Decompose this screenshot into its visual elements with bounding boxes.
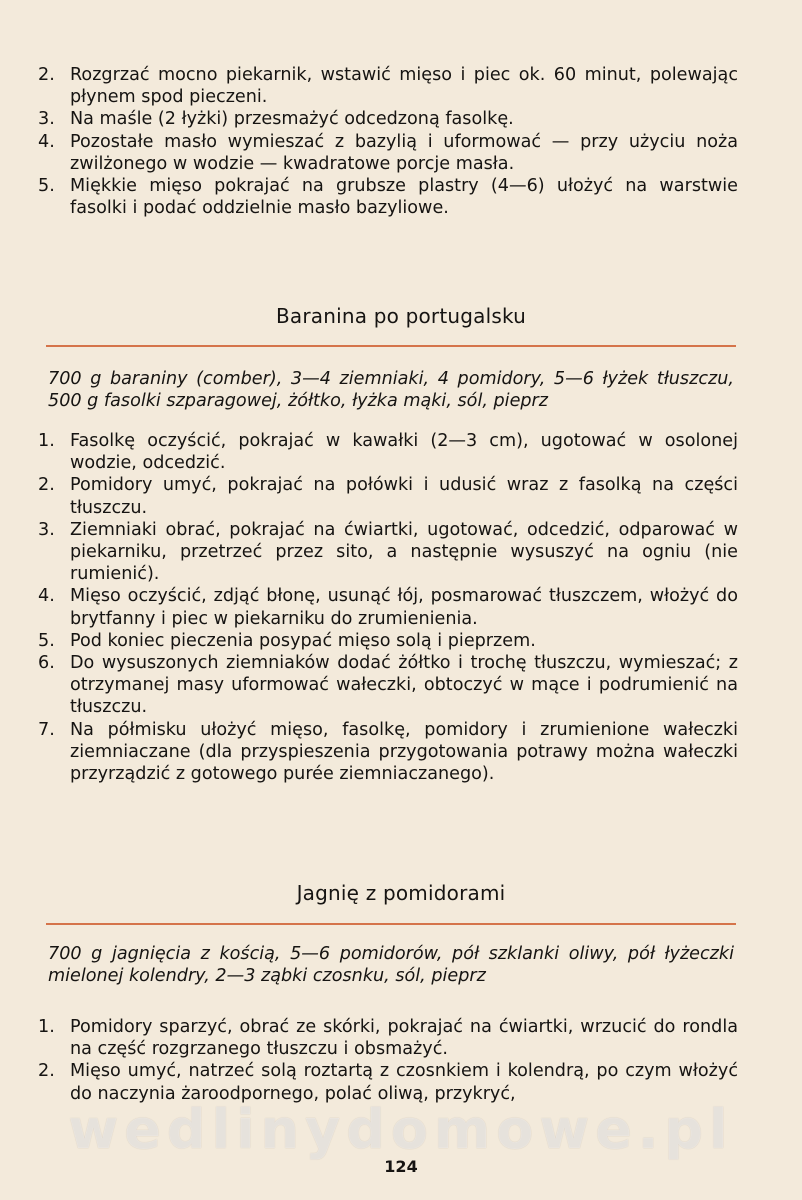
list-item: [38, 131, 738, 175]
recipe-ingredients-jagnie: 700 g jagnięcia z kością, 5—6 pomidorów, pół szklanki oliwy, pół łyżeczki mielonej kolendry, 2—3 ząbki czosnku, sól, pieprz: [48, 944, 734, 987]
step-number: 3.: [38, 109, 55, 130]
step-number: 2.: [38, 65, 55, 85]
step-number: 4.: [38, 131, 55, 152]
step-number: 2.: [38, 475, 55, 496]
step-number: 5.: [38, 176, 55, 197]
list-item: [38, 175, 738, 219]
step-text: Pod koniec pieczenia posypać mięso solą i pieprzem.: [70, 630, 536, 651]
recipe-ingredients-baranina: 700 g baraniny (comber), 3—4 ziemniaki, 4 pomidory, 5—6 łyżek tłuszczu, 500 g fasolki szparagowej, żółtko, łyżka mąki, sól, pieprz: [48, 369, 734, 412]
step-text: Miękkie mięso pokrajać na grubsze plastry (4—6) ułożyć na warstwie fasolki i podać oddzielnie masło bazyliowe.: [70, 176, 738, 219]
list-item: [38, 652, 738, 719]
step-text: Ziemniaki obrać, pokrajać na ćwiartki, ugotować, odcedzić, odparować w piekarniku, przetrzeć przez sito, a następnie wysuszyć na ogniu (nie rumienić).: [70, 519, 738, 585]
step-text: Rozgrzać mocno piekarnik, wstawić mięso i piec ok. 60 minut, polewając płynem spod pieczeni.: [70, 65, 738, 108]
recipe-steps-baranina: [38, 430, 738, 785]
step-text: Fasolkę oczyścić, pokrajać w kawałki (2—3 cm), ugotować w osolonej wodzie, odcedzić.: [70, 431, 738, 474]
recipe-steps-jagnie: [38, 1016, 738, 1105]
list-item: [38, 519, 738, 586]
step-text: Do wysuszonych ziemniaków dodać żółtko i trochę tłuszczu, wymieszać; z otrzymanej masy uformować wałeczki, obtoczyć w mące i podrumienić na tłuszczu.: [70, 653, 738, 718]
step-text: Pomidory sparzyć, obrać ze skórki, pokrajać na ćwiartki, wrzucić do rondla na część rozgrzanego tłuszczu i obsmażyć.: [70, 1017, 738, 1060]
step-number: 1.: [38, 431, 55, 451]
watermark: wedlinydomowe.pl: [68, 1098, 734, 1161]
recipe-title-jagnie: Jagnię z pomidorami: [296, 881, 506, 905]
section-divider: [46, 345, 736, 347]
step-text: Mięso oczyścić, zdjąć błonę, usunąć łój, posmarować tłuszczem, włożyć do brytfanny i piec w piekarniku do zrumienienia.: [70, 586, 738, 629]
list-item: [38, 108, 738, 130]
step-text: Pozostałe masło wymieszać z bazylią i uformować — przy użyciu noża zwilżonego w wodzie — kwadratowe porcje masła.: [70, 131, 738, 174]
list-item: [38, 1016, 738, 1060]
step-number: 5.: [38, 630, 55, 651]
list-item: [38, 585, 738, 629]
list-item: [38, 474, 738, 518]
step-number: 7.: [38, 719, 55, 740]
recipe-title-baranina: Baranina po portugalsku: [275, 304, 527, 328]
step-number: 6.: [38, 653, 55, 674]
section-divider: [46, 923, 736, 925]
step-number: 4.: [38, 586, 55, 607]
step-text: Mięso umyć, natrzeć solą roztartą z czosnkiem i kolendrą, po czym włożyć do naczynia żaroodpornego, polać oliwą, przykryć,: [70, 1061, 738, 1104]
list-item: [38, 719, 738, 786]
list-item: [38, 630, 738, 652]
top-steps-list: [38, 64, 738, 219]
step-text: Pomidory umyć, pokrajać na połówki i udusić wraz z fasolką na części tłuszczu.: [70, 475, 738, 518]
step-number: 1.: [38, 1017, 55, 1037]
step-number: 2.: [38, 1061, 55, 1082]
step-number: 3.: [38, 519, 55, 540]
step-text: Na półmisku ułożyć mięso, fasolkę, pomidory i zrumienione wałeczki ziemniaczane (dla przyspieszenia przygotowania potrawy można wałeczki przyrządzić z gotowego purée ziemniaczanego).: [70, 719, 738, 785]
list-item: [38, 64, 738, 108]
step-text: Na maśle (2 łyżki) przesmażyć odcedzoną fasolkę.: [70, 109, 514, 130]
list-item: [38, 430, 738, 474]
page-number: 124: [384, 1157, 418, 1176]
